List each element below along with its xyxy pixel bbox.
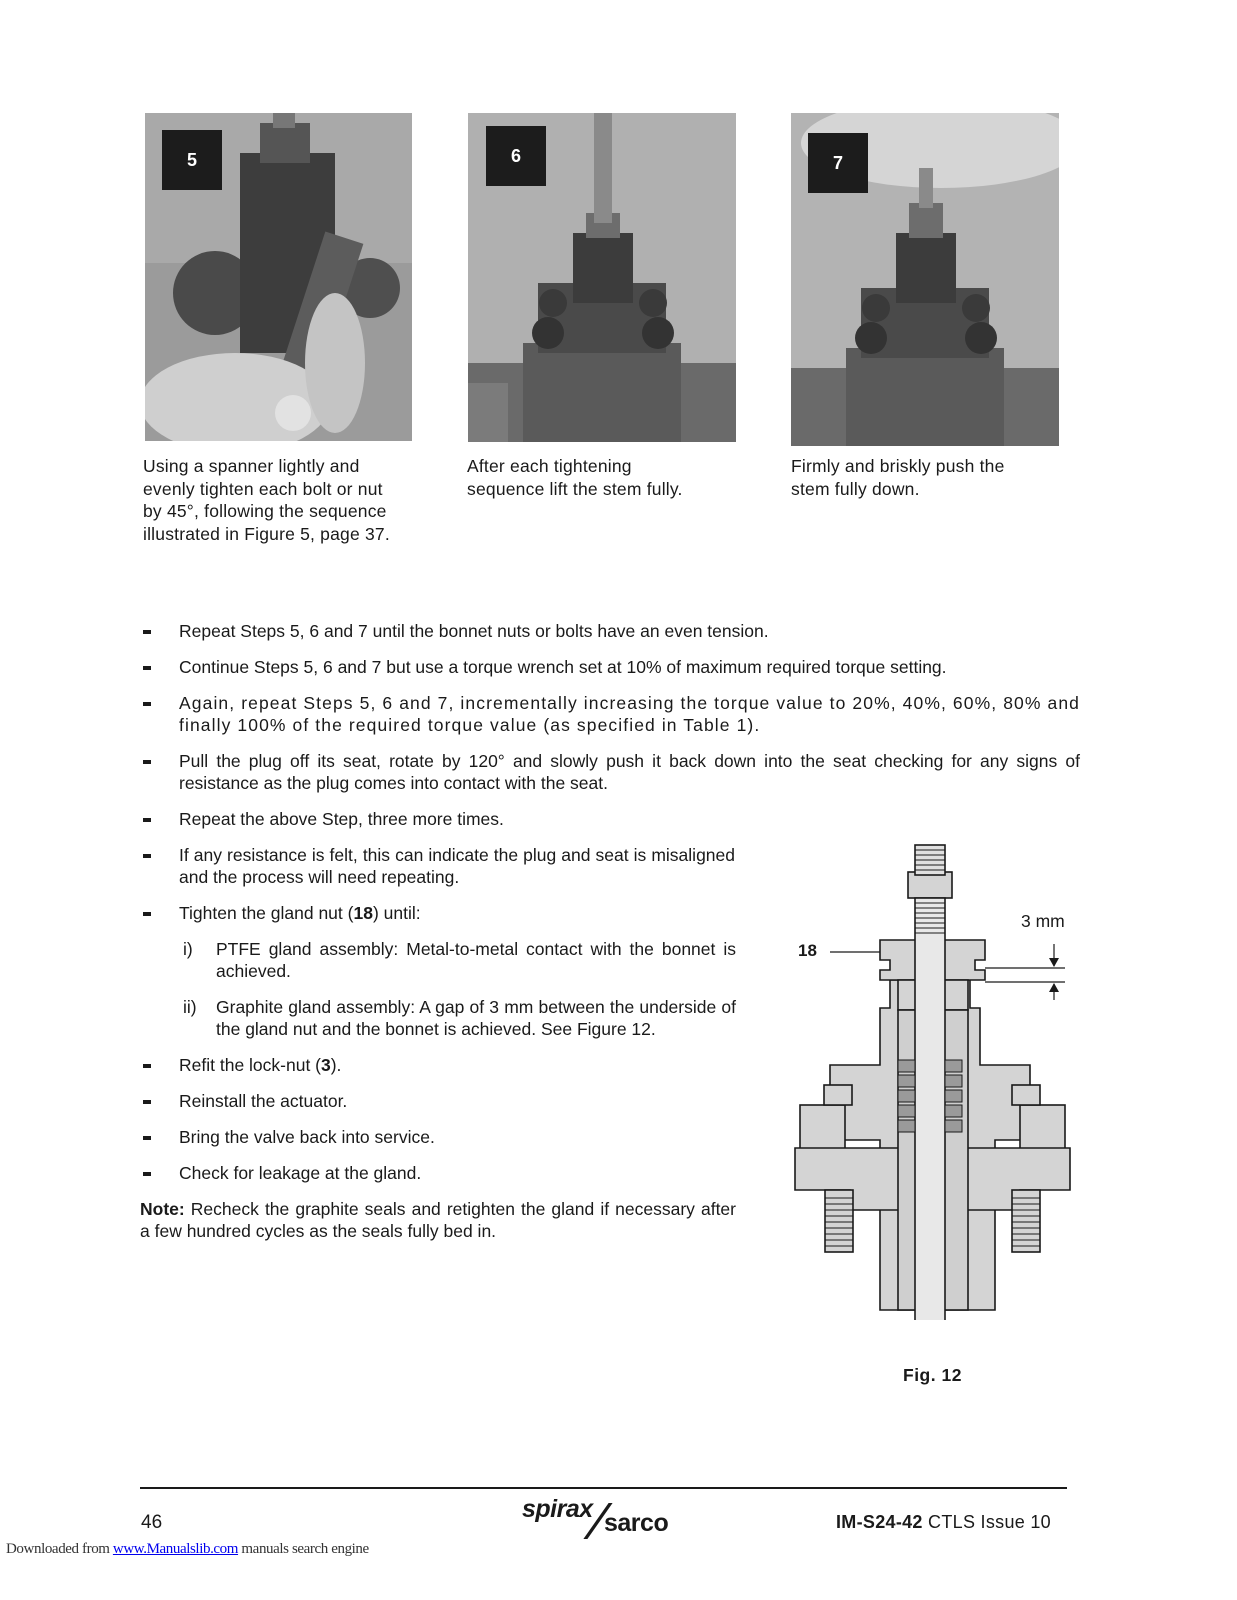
bullet-marker [143,1172,151,1176]
caption-line: Firmly and briskly push the [791,456,1005,476]
logo-bottom-text: sarco [604,1509,669,1537]
bullet-marker [143,702,151,706]
gland-ref: 18 [353,903,373,923]
sub-item-text: Graphite gland assembly: A gap of 3 mm between the underside of the gland nut and the bonnet is achieved. See Figure 12. [216,997,736,1039]
gap-label: 3 mm [1021,911,1065,931]
caption-line: Using a spanner lightly and [143,456,360,476]
bullet-marker [143,912,151,916]
spirax-sarco-logo [520,1495,692,1540]
sub-item [140,938,736,982]
bullet-marker [143,760,151,764]
caption-line: by 45°, following the sequence [143,501,387,521]
download-suffix: manuals search engine [238,1541,369,1557]
gland-suffix: ) until: [372,903,421,923]
caption-line: illustrated in Figure 5, page 37. [143,523,390,544]
footer-divider [140,1487,1067,1489]
bullet-marker [143,854,151,858]
bullet-marker [143,818,151,822]
download-prefix: Downloaded from [6,1541,113,1557]
logo-top-text: spirax [522,1495,593,1523]
caption-line: sequence lift the stem fully. [467,478,683,499]
caption-line: stem fully down. [791,478,920,499]
list-item [140,750,1080,794]
figure-caption: Fig. 12 [903,1365,962,1385]
list-item-text: Bring the valve back into service. [179,1127,435,1147]
step-6-caption [467,455,747,500]
page-number: 46 [141,1512,163,1533]
list-item-text: Pull the plug off its seat, rotate by 120° and slowly push it back down into the seat checking for any signs of resistance as the plug comes into contact with the seat. [179,751,1080,793]
gland-prefix: Tighten the gland nut ( [179,903,354,923]
bullet-marker [143,630,151,634]
bullet-marker [143,1064,151,1068]
doc-issue: CTLS Issue 10 [922,1512,1051,1532]
note [140,1198,736,1242]
download-notice [6,1541,369,1558]
part-label-18: 18 [798,941,817,960]
list-item-text: Again, repeat Steps 5, 6 and 7, incrementally increasing the torque value to 20%, 40%, 60%, 80% and finally 100% of the required torque value (as specified in Table 1). [179,693,1080,735]
locknut-suffix: ). [330,1055,342,1075]
list-item-text: Continue Steps 5, 6 and 7 but use a torque wrench set at 10% of maximum required torque setting. [179,657,947,677]
sub-item-text: PTFE gland assembly: Metal-to-metal contact with the bonnet is achieved. [216,939,736,981]
sub-item-marker: ii) [183,997,197,1017]
note-text: Recheck the graphite seals and retighten the gland if necessary after a few hundred cycles as the seals fully bed in. [140,1199,736,1241]
step-5-badge: 5 [162,130,222,190]
step-7-caption [791,455,1071,500]
list-item [140,620,1080,642]
step-5-caption [143,455,423,545]
list-item [140,692,1080,736]
bullet-marker [143,666,151,670]
list-item [140,844,735,888]
bullet-marker [143,1136,151,1140]
bullet-marker [143,1100,151,1104]
step-6-badge: 6 [486,126,546,186]
caption-line: evenly tighten each bolt or nut [143,478,383,499]
list-item-text: Check for leakage at the gland. [179,1163,422,1183]
list-item [140,656,1080,678]
list-item-text: Repeat the above Step, three more times. [179,809,504,829]
doc-code: IM-S24-42 [836,1512,923,1532]
note-label: Note: [140,1199,185,1219]
document-reference [836,1512,1051,1533]
list-item [140,808,1080,830]
sub-item-marker: i) [183,939,193,959]
locknut-ref: 3 [321,1055,331,1075]
list-item-text: Repeat Steps 5, 6 and 7 until the bonnet nuts or bolts have an even tension. [179,621,769,641]
list-item-text: Reinstall the actuator. [179,1091,348,1111]
locknut-prefix: Refit the lock-nut ( [179,1055,321,1075]
step-7-badge: 7 [808,133,868,193]
caption-line: After each tightening [467,456,632,476]
sub-item [140,996,736,1040]
manualslib-link[interactable]: www.Manualslib.com [112,1541,239,1557]
list-item-text: If any resistance is felt, this can indicate the plug and seat is misaligned and the process will need repeating. [179,845,735,887]
list-item-gland [140,902,735,924]
